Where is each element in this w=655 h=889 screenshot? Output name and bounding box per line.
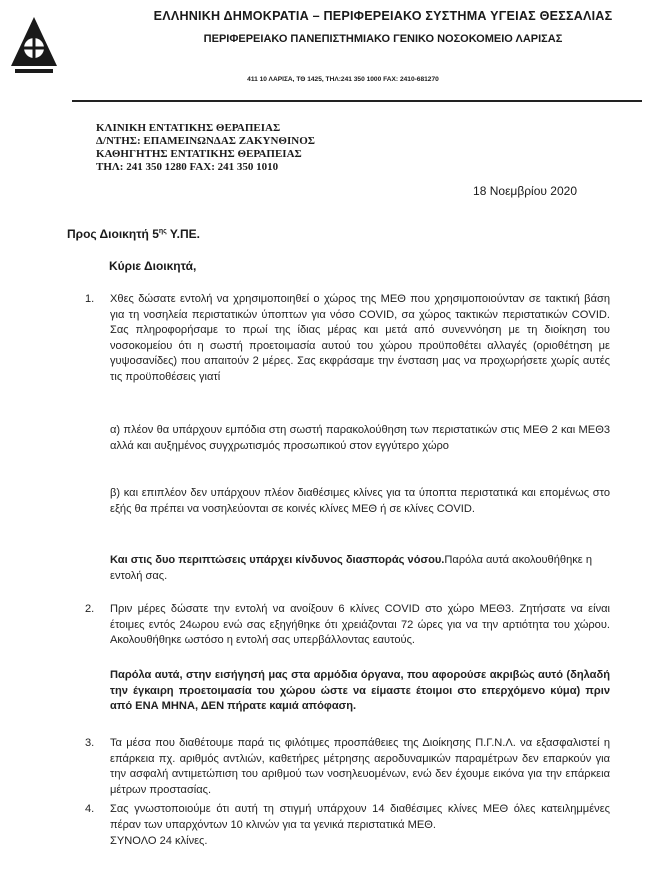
hospital-logo-icon — [9, 14, 59, 76]
item-number: 4. — [85, 803, 95, 815]
recipient — [67, 227, 200, 241]
sender-director: Δ/ΝΤΗΣ: ΕΠΑΜΕΙΝΩΝΔΑΣ ΖΑΚΥΝΘΙΝΟΣ — [96, 135, 315, 147]
item-2-text: Πριν μέρες δώσατε την εντολή να ανοίξουν 6 κλίνες COVID στο χώρο ΜΕΘ3. Ζητήσατε να είναι έτοιμες εντός 24ωρου ενώ σας εξηγήθηκε ότι χρειάζονται 72 ώρες για να την αρτιότητα του χώρου. Ακολουθήθηκε ωστόσο η εντολή σας υπερβάλλοντας εαυτούς. — [110, 603, 610, 646]
salutation: Κύριε Διοικητά, — [109, 259, 197, 273]
sender-clinic: ΚΛΙΝΙΚΗ ΕΝΤΑΤΙΚΗΣ ΘΕΡΑΠΕΙΑΣ — [96, 122, 281, 134]
recipient-prefix: Προς Διοικητή 5 — [67, 227, 159, 241]
item-number: 1. — [85, 293, 95, 305]
recipient-sup: ης — [158, 228, 167, 235]
item-1-note-rest: Παρόλα αυτά ακολουθήθηκε η εντολή σας. — [110, 554, 592, 582]
item-1-sub-b: β) και επιπλέον δεν υπάρχουν πλέον διαθέσιμες κλίνες για τα ύποπτα περιστατικά και επομένως στο εξής θα πρέπει να νοσηλεύονται σε κοινές κλίνες ΜΕΘ ή σε κλίνες COVID. — [110, 487, 610, 515]
letter-date: 18 Νοεμβρίου 2020 — [473, 184, 577, 198]
item-1-sub-a: α) πλέον θα υπάρχουν εμπόδια στη σωστή παρακολούθηση των περιστατικών στις ΜΕΘ 2 και ΜΕΘ3 αλλά και αυξημένος συγχρωτισμός προσωπικού στον εγγύτερο χώρο — [110, 424, 610, 452]
item-2-bold: Παρόλα αυτά, στην εισήγησή μας στα αρμόδια όργανα, που αφορούσε ακριβώς αυτό (δηλαδή την έγκαιρη προετοιμασία του χώρου ώστε να είμαστε έτοιμοι στο επερχόμενο κύμα) πριν από ΕΝΑ ΜΗΝΑ, ΔΕΝ πήρατε καμιά απόφαση. — [110, 669, 610, 712]
item-1-note-bold: Και στις δυο περιπτώσεις υπάρχει κίνδυνος διασποράς νόσου. — [110, 554, 445, 566]
sender-phone: ΤΗΛ: 241 350 1280 FAX: 241 350 1010 — [96, 161, 279, 173]
letterhead-hospital: ΠΕΡΙΦΕΡΕΙΑΚΟ ΠΑΝΕΠΙΣΤΗΜΙΑΚΟ ΓΕΝΙΚΟ ΝΟΣΟΚΟΜΕΙΟ ΛΑΡΙΣΑΣ — [203, 33, 563, 45]
letterhead-address: 411 10 ΛΑΡΙΣΑ, ΤΘ 1425, ΤΗΛ:241 350 1000 FAX: 2410-681270 — [247, 76, 439, 83]
sender-title: ΚΑΘΗΓΗΤΗΣ ΕΝΤΑΤΙΚΗΣ ΘΕΡΑΠΕΙΑΣ — [96, 148, 302, 160]
item-4-total: ΣΥΝΟΛΟ 24 κλίνες. — [110, 835, 208, 847]
item-3-text: Τα μέσα που διαθέτουμε παρά τις φιλότιμες προσπάθειες της Διοίκησης Π.Γ.Ν.Λ. να εξασφαλιστεί η επάρκεια πχ. αριθμός αντλιών, καθετήρες μέτρησης αεροδυναμικών παραμέτρων δεν επαρκούν για την ασφαλή αντιμετώπιση του αριθμού των νοσηλευομένων, ενώ δεν έχουμε εικόνα για την επάρκεια μέτρων προστασίας. — [110, 737, 610, 796]
item-4-text: Σας γνωστοποιούμε ότι αυτή τη στιγμή υπάρχουν 14 διαθέσιμες κλίνες ΜΕΘ όλες κατειλημμένες πέραν των υπαρχόντων 10 κλινών για τα γενικά περιστατικά ΜΕΘ. — [110, 803, 610, 831]
letterhead-title: ΕΛΛΗΝΙΚΗ ΔΗΜΟΚΡΑΤΙΑ – ΠΕΡΙΦΕΡΕΙΑΚΟ ΣΥΣΤΗΜΑ ΥΓΕΙΑΣ ΘΕΣΣΑΛΙΑΣ — [153, 9, 613, 23]
item-1-note — [110, 553, 610, 584]
item-number: 3. — [85, 737, 95, 749]
item-number: 2. — [85, 603, 95, 615]
item-1-text: Χθες δώσατε εντολή να χρησιμοποιηθεί ο χώρος της ΜΕΘ που χρησιμοποιούνταν σε τακτική βάση για τη νοσηλεία περιστατικών ύποπτων για νόσο COVID, σα χώρος τακτικών περιστατικών COVID. Σας πληροφορήσαμε το πρωί της ίδιας μέρας και μετά από συνεννόηση με τη διοίκηση του νοσοκομείου ότι η σωστή προετοιμασία αυτού του χώρου προϋποθέτει αλλαγές (οριοθέτηση με γυψοσανίδες) που απαιτούν 2 μέρες. Σας εκφράσαμε την ένσταση μας να προχωρήσετε χωρίς αυτές τις προϋποθέσεις γιατί — [110, 293, 610, 383]
recipient-suffix: Υ.ΠΕ. — [166, 227, 200, 241]
sender-block — [96, 122, 315, 174]
header-divider — [72, 100, 642, 102]
